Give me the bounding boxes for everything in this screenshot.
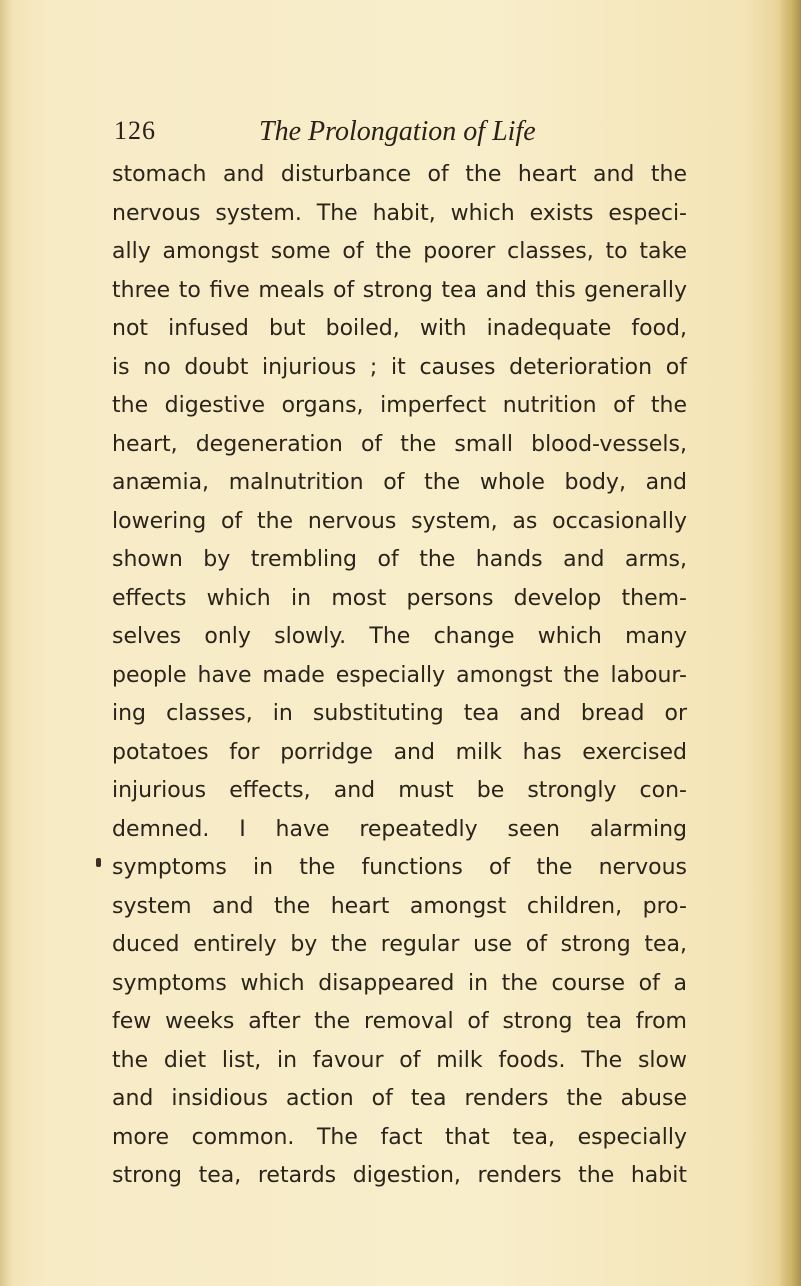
text-line: effects which in most persons develop them- — [112, 585, 687, 611]
page-header — [114, 116, 694, 156]
text-line: lowering of the nervous system, as occasionally — [112, 508, 687, 534]
text-line: ally amongst some of the poorer classes, to take — [112, 239, 687, 264]
text-line: the diet list, in favour of milk foods. The slow — [112, 1047, 687, 1073]
text-line: selves only slowly. The change which many — [112, 624, 687, 649]
text-line: anæmia, malnutrition of the whole body, and — [112, 470, 687, 495]
text-line: ing classes, in substituting tea and bread or — [112, 701, 687, 726]
ink-speck — [96, 858, 101, 867]
text-line: the digestive organs, imperfect nutrition of the — [112, 393, 687, 418]
page-edge — [779, 0, 801, 1286]
page-number: 126 — [114, 116, 156, 145]
text-line: not infused but boiled, with inadequate food, — [112, 316, 687, 341]
body-text — [112, 156, 687, 1196]
text-line: injurious effects, and must be strongly con- — [112, 778, 687, 803]
text-line: system and the heart amongst children, pro- — [112, 893, 687, 919]
text-line: three to five meals of strong tea and this generally — [112, 277, 687, 303]
text-line: symptoms in the functions of the nervous — [112, 855, 687, 880]
text-line: potatoes for porridge and milk has exercised — [112, 739, 687, 765]
text-line: heart, degeneration of the small blood-vessels, — [112, 431, 687, 457]
running-title: The Prolongation of Life — [259, 116, 536, 147]
text-line: symptoms which disappeared in the course of a — [112, 970, 687, 996]
text-line: few weeks after the removal of strong tea from — [112, 1009, 687, 1034]
text-line: strong tea, retards digestion, renders the habit — [112, 1163, 687, 1188]
text-line: demned. I have repeatedly seen alarming — [112, 816, 687, 842]
text-line: shown by trembling of the hands and arms, — [112, 547, 687, 572]
text-line: stomach and disturbance of the heart and the — [112, 162, 687, 187]
text-line: people have made especially amongst the labour- — [112, 662, 687, 688]
text-line: nervous system. The habit, which exists especi- — [112, 200, 687, 226]
text-line: more common. The fact that tea, especially — [112, 1124, 687, 1150]
text-line: duced entirely by the regular use of strong tea, — [112, 932, 687, 957]
text-line: and insidious action of tea renders the abuse — [112, 1086, 687, 1111]
text-line: is no doubt injurious ; it causes deterioration of — [112, 354, 687, 380]
page-gutter-shadow — [0, 0, 14, 1286]
